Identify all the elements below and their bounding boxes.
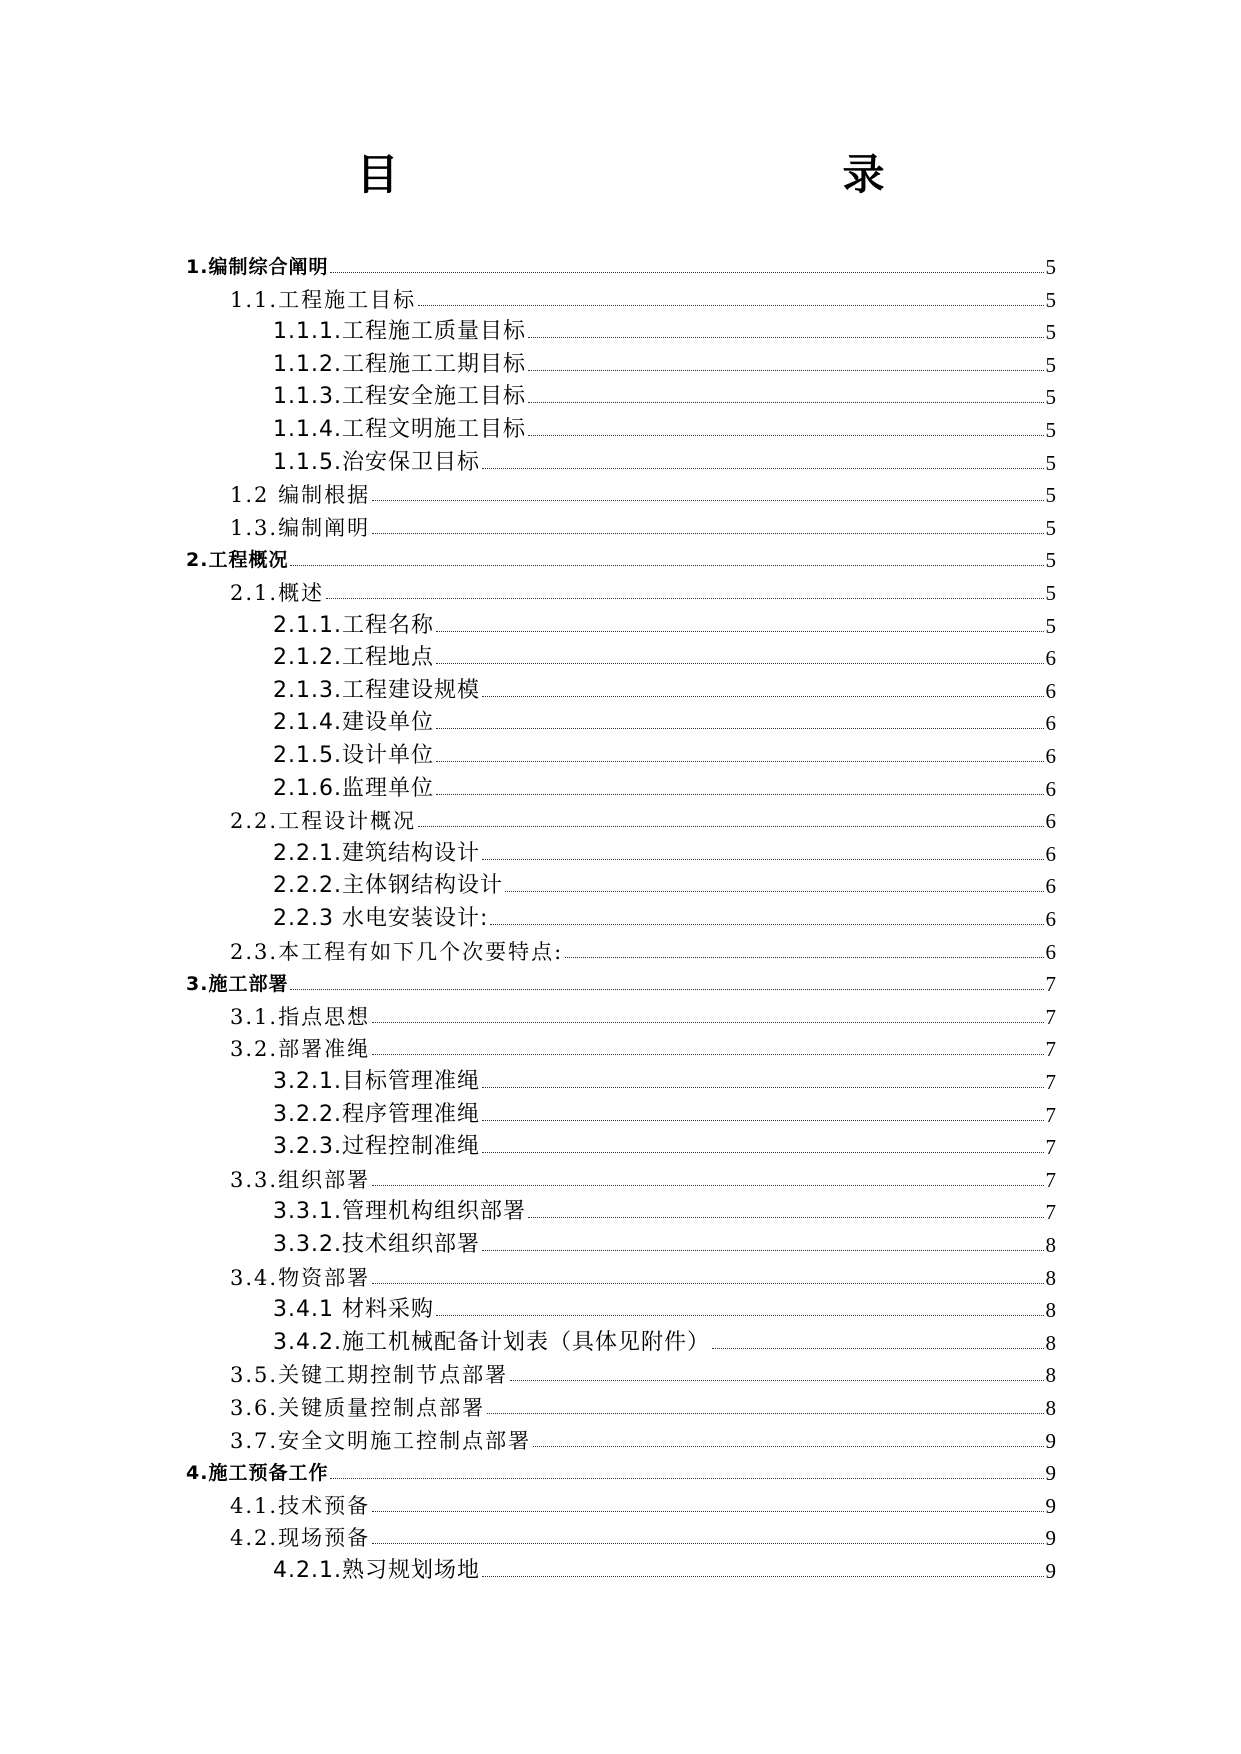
- toc-entry[interactable]: [273, 317, 1056, 347]
- toc-entry-title: 1.1.5.治安保卫目标: [273, 450, 480, 475]
- toc-entry-page-number: 8: [1045, 1363, 1056, 1387]
- toc-entry-title: 1.3.编制阐明: [230, 516, 371, 540]
- toc-entry-title: 2.1.3.工程建设规模: [273, 678, 480, 703]
- toc-entry[interactable]: [186, 1458, 1056, 1488]
- toc-entry[interactable]: [273, 448, 1056, 478]
- toc-entry-page-number: 6: [1045, 744, 1056, 768]
- toc-entry-page-number: 8: [1045, 1233, 1056, 1257]
- toc-entry-title: 3.1.指点思想: [230, 1005, 371, 1029]
- dot-leader: [372, 1054, 1043, 1055]
- toc-entry-title: 1.1.工程施工目标: [230, 288, 417, 312]
- toc-entry[interactable]: [273, 1067, 1056, 1097]
- toc-entry-title: 3.3.组织部署: [230, 1168, 371, 1192]
- toc-entry[interactable]: [273, 1100, 1056, 1130]
- dot-leader: [418, 826, 1043, 827]
- toc-entry-title: 2.1.6.监理单位: [273, 776, 434, 801]
- toc-entry-title: 3.2.2.程序管理准绳: [273, 1102, 480, 1127]
- toc-entry[interactable]: [230, 285, 1056, 315]
- toc-entry-page-number: 9: [1045, 1461, 1056, 1485]
- toc-entry[interactable]: [230, 1523, 1056, 1553]
- toc-entry-page-number: 5: [1045, 320, 1056, 344]
- toc-entry[interactable]: [273, 1328, 1056, 1358]
- toc-entry[interactable]: [230, 1426, 1056, 1456]
- toc-entry[interactable]: [230, 513, 1056, 543]
- toc-entry-title: 1.编制综合阐明: [186, 256, 329, 278]
- toc-entry-title: 3.施工部署: [186, 973, 289, 995]
- dot-leader: [290, 989, 1043, 990]
- toc-entry-title: 1.1.4.工程文明施工目标: [273, 417, 526, 442]
- toc-entry[interactable]: [273, 839, 1056, 869]
- toc-entry[interactable]: [273, 1556, 1056, 1586]
- toc-entry-page-number: 5: [1045, 581, 1056, 605]
- toc-entry-title: 3.2.3.过程控制准绳: [273, 1134, 480, 1159]
- toc-entry-page-number: 8: [1045, 1396, 1056, 1420]
- toc-entry-page-number: 7: [1045, 1005, 1056, 1029]
- toc-entry-page-number: 6: [1045, 679, 1056, 703]
- dot-leader: [436, 728, 1044, 729]
- dot-leader: [510, 1380, 1043, 1381]
- toc-entry-title: 2.3.本工程有如下几个次要特点:: [230, 940, 564, 964]
- dot-leader: [528, 370, 1044, 371]
- dot-leader: [482, 1250, 1044, 1251]
- toc-entry-page-number: 5: [1045, 353, 1056, 377]
- page-title: 目 录: [356, 150, 1005, 199]
- dot-leader: [436, 663, 1044, 664]
- dot-leader: [330, 272, 1043, 273]
- toc-entry-title: 2.1.1.工程名称: [273, 613, 434, 638]
- dot-leader: [372, 533, 1043, 534]
- toc-entry-page-number: 8: [1045, 1331, 1056, 1355]
- toc-entry-title: 1.1.3.工程安全施工目标: [273, 384, 526, 409]
- toc-entry-title: 2.1.概述: [230, 581, 325, 605]
- dot-leader: [490, 924, 1043, 925]
- toc-entry[interactable]: [273, 382, 1056, 412]
- toc-entry-title: 4.2.现场预备: [230, 1526, 371, 1550]
- dot-leader: [533, 1446, 1043, 1447]
- dot-leader: [528, 337, 1044, 338]
- toc-entry[interactable]: [273, 643, 1056, 673]
- toc-entry-page-number: 7: [1045, 972, 1056, 996]
- toc-entry-page-number: 7: [1045, 1168, 1056, 1192]
- toc-entry-page-number: 7: [1045, 1135, 1056, 1159]
- toc-entry-page-number: 6: [1045, 842, 1056, 866]
- dot-leader: [372, 1543, 1043, 1544]
- toc-entry[interactable]: [230, 480, 1056, 510]
- dot-leader: [372, 1185, 1043, 1186]
- dot-leader: [482, 468, 1044, 469]
- toc-entry-page-number: 7: [1045, 1200, 1056, 1224]
- toc-entry[interactable]: [273, 350, 1056, 380]
- dot-leader: [290, 565, 1043, 566]
- dot-leader: [712, 1348, 1044, 1349]
- toc-entry-title: 4.1.技术预备: [230, 1494, 371, 1518]
- toc-entry-title: 3.3.2.技术组织部署: [273, 1232, 480, 1257]
- toc-entry-page-number: 5: [1045, 288, 1056, 312]
- toc-entry[interactable]: [230, 1002, 1056, 1032]
- dot-leader: [528, 435, 1044, 436]
- toc-entry[interactable]: [273, 741, 1056, 771]
- dot-leader: [330, 1478, 1043, 1479]
- toc-entry-title: 4.2.1.熟习规划场地: [273, 1558, 480, 1583]
- toc-entry[interactable]: [273, 1295, 1056, 1325]
- toc-entry-title: 3.2.1.目标管理准绳: [273, 1069, 480, 1094]
- toc-entry-page-number: 5: [1045, 255, 1056, 279]
- toc-entry[interactable]: [186, 545, 1056, 575]
- toc-entry-page-number: 7: [1045, 1037, 1056, 1061]
- toc-entry[interactable]: [273, 904, 1056, 934]
- toc-entry[interactable]: [273, 1197, 1056, 1227]
- toc-entry-page-number: 8: [1045, 1298, 1056, 1322]
- toc-entry[interactable]: [230, 578, 1056, 608]
- dot-leader: [418, 305, 1043, 306]
- toc-entry[interactable]: [273, 1132, 1056, 1162]
- dot-leader: [482, 1152, 1044, 1153]
- toc-entry-page-number: 5: [1045, 548, 1056, 572]
- toc-entry-title: 3.4.物资部署: [230, 1266, 371, 1290]
- toc-entry-title: 3.4.1 材料采购: [273, 1297, 434, 1322]
- toc-entry-title: 1.1.1.工程施工质量目标: [273, 319, 526, 344]
- toc-entry-title: 2.1.5.设计单位: [273, 743, 434, 768]
- toc-entry-title: 2.1.4.建设单位: [273, 710, 434, 735]
- toc-entry-page-number: 5: [1045, 451, 1056, 475]
- toc-entry-title: 3.5.关键工期控制节点部署: [230, 1363, 509, 1387]
- toc-entry-title: 3.3.1.管理机构组织部署: [273, 1199, 526, 1224]
- toc-entry-page-number: 6: [1045, 809, 1056, 833]
- dot-leader: [482, 1087, 1044, 1088]
- dot-leader: [482, 859, 1044, 860]
- toc-entry-title: 3.4.2.施工机械配备计划表（具体见附件）: [273, 1330, 710, 1355]
- toc-entry[interactable]: [230, 1263, 1056, 1293]
- toc-entry-page-number: 9: [1045, 1559, 1056, 1583]
- dot-leader: [482, 696, 1044, 697]
- toc-entry-page-number: 5: [1045, 418, 1056, 442]
- toc-entry[interactable]: [273, 774, 1056, 804]
- toc-entry-title: 2.2.工程设计概况: [230, 809, 417, 833]
- toc-entry-page-number: 9: [1045, 1494, 1056, 1518]
- toc-entry[interactable]: [230, 806, 1056, 836]
- dot-leader: [436, 1315, 1044, 1316]
- dot-leader: [436, 794, 1044, 795]
- dot-leader: [505, 891, 1044, 892]
- toc-entry-title: 3.6.关键质量控制点部署: [230, 1396, 486, 1420]
- toc-entry[interactable]: [186, 969, 1056, 999]
- toc-entry-page-number: 9: [1045, 1526, 1056, 1550]
- toc-entry-page-number: 6: [1045, 711, 1056, 735]
- dot-leader: [565, 957, 1043, 958]
- dot-leader: [528, 402, 1044, 403]
- toc-entry[interactable]: [273, 611, 1056, 641]
- toc-entry-title: 3.7.安全文明施工控制点部署: [230, 1429, 532, 1453]
- toc-entry-title: 2.工程概况: [186, 549, 289, 571]
- toc-entry-page-number: 8: [1045, 1266, 1056, 1290]
- toc-entry-page-number: 6: [1045, 777, 1056, 801]
- toc-entry[interactable]: [273, 1230, 1056, 1260]
- toc-entry-title: 2.2.2.主体钢结构设计: [273, 873, 503, 898]
- toc-entry-page-number: 5: [1045, 614, 1056, 638]
- toc-entry[interactable]: [273, 871, 1056, 901]
- toc-entry-page-number: 6: [1045, 907, 1056, 931]
- toc-entry-title: 1.1.2.工程施工工期目标: [273, 352, 526, 377]
- toc-entry[interactable]: [230, 1491, 1056, 1521]
- toc-entry-page-number: 5: [1045, 385, 1056, 409]
- toc-entry-title: 2.1.2.工程地点: [273, 645, 434, 670]
- toc-entry-page-number: 9: [1045, 1429, 1056, 1453]
- toc-entry-page-number: 7: [1045, 1103, 1056, 1127]
- toc-entry-page-number: 6: [1045, 646, 1056, 670]
- toc-entry[interactable]: [273, 708, 1056, 738]
- dot-leader: [372, 1022, 1043, 1023]
- toc-entry-title: 3.2.部署准绳: [230, 1037, 371, 1061]
- dot-leader: [436, 761, 1044, 762]
- dot-leader: [482, 1120, 1044, 1121]
- toc-entry-page-number: 6: [1045, 874, 1056, 898]
- toc-entry[interactable]: [230, 1393, 1056, 1423]
- toc-entry-title: 1.2 编制根据: [230, 483, 371, 507]
- dot-leader: [372, 1283, 1043, 1284]
- dot-leader: [372, 500, 1043, 501]
- toc-entry-title: 4.施工预备工作: [186, 1462, 329, 1484]
- toc-entry-page-number: 5: [1045, 516, 1056, 540]
- dot-leader: [436, 631, 1044, 632]
- toc-entry-page-number: 6: [1045, 940, 1056, 964]
- toc-entry[interactable]: [230, 1034, 1056, 1064]
- toc-entry-title: 2.2.3 水电安装设计:: [273, 906, 489, 931]
- toc-entry[interactable]: [273, 676, 1056, 706]
- toc-entry-page-number: 7: [1045, 1070, 1056, 1094]
- toc-entry[interactable]: [273, 415, 1056, 445]
- toc-entry-page-number: 5: [1045, 483, 1056, 507]
- dot-leader: [528, 1217, 1044, 1218]
- toc-entry[interactable]: [230, 937, 1056, 967]
- dot-leader: [326, 598, 1043, 599]
- toc-entry-title: 2.2.1.建筑结构设计: [273, 841, 480, 866]
- dot-leader: [372, 1511, 1043, 1512]
- toc-entry[interactable]: [230, 1360, 1056, 1390]
- toc-entry[interactable]: [186, 252, 1056, 282]
- dot-leader: [487, 1413, 1043, 1414]
- toc-entry[interactable]: [230, 1165, 1056, 1195]
- dot-leader: [482, 1576, 1044, 1577]
